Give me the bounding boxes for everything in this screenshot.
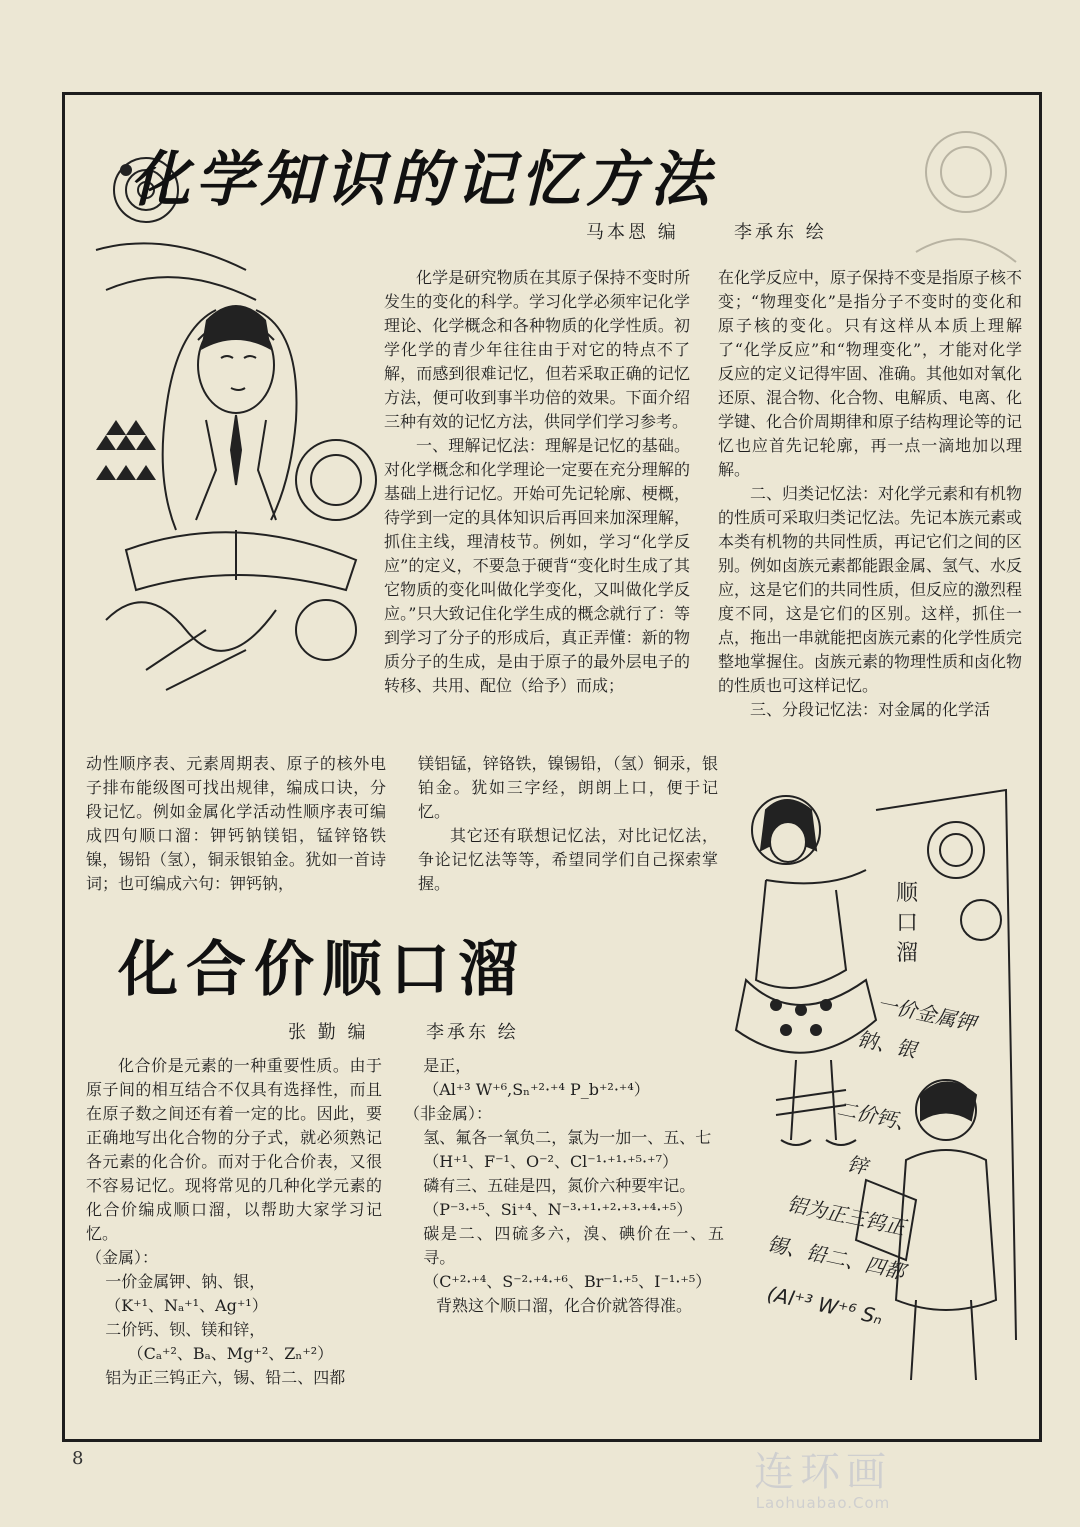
article1-paragraph: 一、理解记忆法：理解是记忆的基础。对化学概念和化学理论一定要在充分理解的基础上进行记忆。开始可先记轮廓、梗概，待学到一定的具体知识后再回来加深理解，抓住主线，理清枝节。例如，学习“化学反应”的定义，不要急于硬背“变化时生成了其它物质的变化叫做化学变化，又叫做化学反应。”只大致记住化学生成的概念就行了：等到学习了分子的形成后，真正弄懂：新的物质分子的生成，是由于原子的最外层电子的转移、共用、配位（给予）而成； bbox=[384, 436, 690, 695]
formula-line: （K⁺¹、Nₐ⁺¹、Ag⁺¹） bbox=[105, 1296, 268, 1315]
girl-reading-illustration bbox=[86, 150, 386, 710]
rhyme-line: 是正， bbox=[423, 1056, 472, 1075]
article2-intro: 化合价是元素的一种重要性质。由于原子间的相互结合不仅具有选择性，而且在原子数之间还有着一定的比。因此，要正确地写出化合物的分子式，就必须熟记各元素的化合价。而对于化合价表，又很不容易记忆。现将常见的几种化学元素的化合价编成顺口溜，以帮助大家学习记忆。 bbox=[86, 1056, 382, 1243]
watermark-url: Laohuabao.Com bbox=[755, 1494, 891, 1512]
metal-label: （金属）： bbox=[86, 1248, 159, 1267]
article1-column-3 bbox=[86, 752, 386, 896]
article1-paragraph: 三、分段记忆法：对金属的化学活 bbox=[750, 700, 991, 719]
article1-author: 马本恩 编 bbox=[586, 222, 679, 243]
children-blackboard-illustration bbox=[726, 780, 1032, 1400]
formula-line: （P⁻³·⁺⁵、Si⁺⁴、N⁻³·⁺¹·⁺²·⁺³·⁺⁴·⁺⁵） bbox=[423, 1200, 693, 1219]
article2-title: 化合价顺口溜 bbox=[118, 935, 526, 1005]
rhyme-line: 氢、氟各一氧负二，氯为一加一、五、七 bbox=[423, 1128, 712, 1147]
article1-paragraph: 在化学反应中，原子保持不变是指原子核不变；“物理变化”是指分子不变时的变化和原子核的变化。只有这样从本质上理解了“化学反应”和“物理变化”，才能对化学反应的定义记得牢固、准确。其他如对氧化还原、混合物、化合物、电解质、电离、化学键、化合价周期律和原子结构理论等的记忆也应首先记轮廓，再一点一滴地加以理解。 bbox=[718, 268, 1023, 479]
article1-paragraph: 其它还有联想记忆法，对比记忆法，争论记忆法等等，希望同学们自己探索掌握。 bbox=[418, 826, 718, 893]
illustration-text: 钠、银 bbox=[854, 1026, 919, 1063]
rhyme-line: 碳是二、四硫多六，溴、碘价在一、五寻。 bbox=[423, 1224, 724, 1267]
illustration-text: 锌 bbox=[844, 1151, 870, 1180]
article1-paragraph: 二、归类记忆法：对化学元素和有机物的性质可采取归类记忆法。先记本族元素或本类有机物的共同性质，再记它们之间的区别。例如卤族元素都能跟金属、氢气、水反应，这是它们的共同性质，但反应的激烈程度不同，这是它们的区别。这样，抓住一点，拖出一串就能把卤族元素的化学性质完整地掌握住。卤族元素的物理性质和卤化物的性质也可这样记忆。 bbox=[718, 484, 1023, 695]
illustration-text: 锡、铅二、四都 bbox=[764, 1231, 907, 1284]
article1-paragraph: 镁铝锰，锌铬铁，镍锡铅，（氢）铜汞，银铂金。犹如三字经，朗朗上口，便于记忆。 bbox=[418, 754, 718, 821]
illustration-text: (Al⁺³ W⁺⁶ Sₙ bbox=[764, 1281, 885, 1330]
formula-line: （C⁺²·⁺⁴、S⁻²·⁺⁴·⁺⁶、Br⁻¹·⁺⁵、I⁻¹·⁺⁵） bbox=[423, 1272, 712, 1291]
article1-column-4 bbox=[418, 752, 718, 896]
watermark bbox=[708, 1450, 938, 1512]
illustration-text: 一价金属钾 bbox=[874, 991, 978, 1036]
formula-line: （H⁺¹、F⁻¹、O⁻²、Cl⁻¹·⁺¹·⁺⁵·⁺⁷） bbox=[423, 1152, 678, 1171]
nonmetal-label: （非金属）： bbox=[404, 1104, 493, 1123]
article2-column-1 bbox=[86, 1054, 382, 1390]
article2-column-2 bbox=[404, 1054, 724, 1318]
formula-line: （Al⁺³ W⁺⁶,Sₙ⁺²·⁺⁴ P_b⁺²·⁺⁴） bbox=[423, 1080, 650, 1099]
article1-paragraph: 化学是研究物质在其原子保持不变时所发生的变化的科学。学习化学必须牢记化学理论、化学概念和各种物质的化学性质。初学化学的青少年往往由于对它的特点不了解，而感到很难记忆，但若采取正确的记忆方法，便可收到事半功倍的效果。下面介绍三种有效的记忆方法，供同学们学习参考。 bbox=[384, 268, 690, 431]
article2-illustrator: 李承东 绘 bbox=[426, 1022, 519, 1043]
article1-column-2 bbox=[718, 266, 1022, 722]
article2-author: 张 勤 编 bbox=[288, 1022, 369, 1043]
illustration-text: 口 bbox=[896, 911, 919, 936]
rhyme-line: 一价金属钾、钠、银， bbox=[105, 1272, 266, 1291]
illustration-text: 铝为正三钨正 bbox=[784, 1191, 908, 1240]
article1-illustrator: 李承东 绘 bbox=[734, 222, 827, 243]
rhyme-line: 二价钙、钡、镁和锌， bbox=[105, 1320, 266, 1339]
illustration-text: 溜 bbox=[896, 941, 919, 966]
page-number: 8 bbox=[72, 1448, 84, 1469]
rhyme-line: 背熟这个顺口溜，化合价就答得准。 bbox=[436, 1296, 693, 1315]
rhyme-line: 磷有三、五硅是四，氮价六种要牢记。 bbox=[423, 1176, 696, 1195]
formula-line: （Cₐ⁺²、Bₐ、Mg⁺²、Zₙ⁺²） bbox=[127, 1344, 334, 1363]
rhyme-line: 铝为正三钨正六，锡、铅二、四都 bbox=[105, 1368, 346, 1387]
article1-paragraph: 动性顺序表、元素周期表、原子的核外电子排布能级图可找出规律，编成口诀，分段记忆。例如金属化学活动性顺序表可编成四句顺口溜：钾钙钠镁铝，锰锌铬铁镍，锡铅（氢），铜汞银铂金。犹如一首诗词；也可编成六句：钾钙钠， bbox=[86, 754, 386, 893]
article1-column-1 bbox=[384, 266, 690, 698]
article1-title: 化学知识的记忆方法 bbox=[130, 145, 715, 215]
illustration-text: 顺 bbox=[896, 881, 919, 906]
watermark-logo: 连环画 bbox=[754, 1449, 892, 1495]
illustration-text: 二价钙、 bbox=[834, 1096, 919, 1137]
